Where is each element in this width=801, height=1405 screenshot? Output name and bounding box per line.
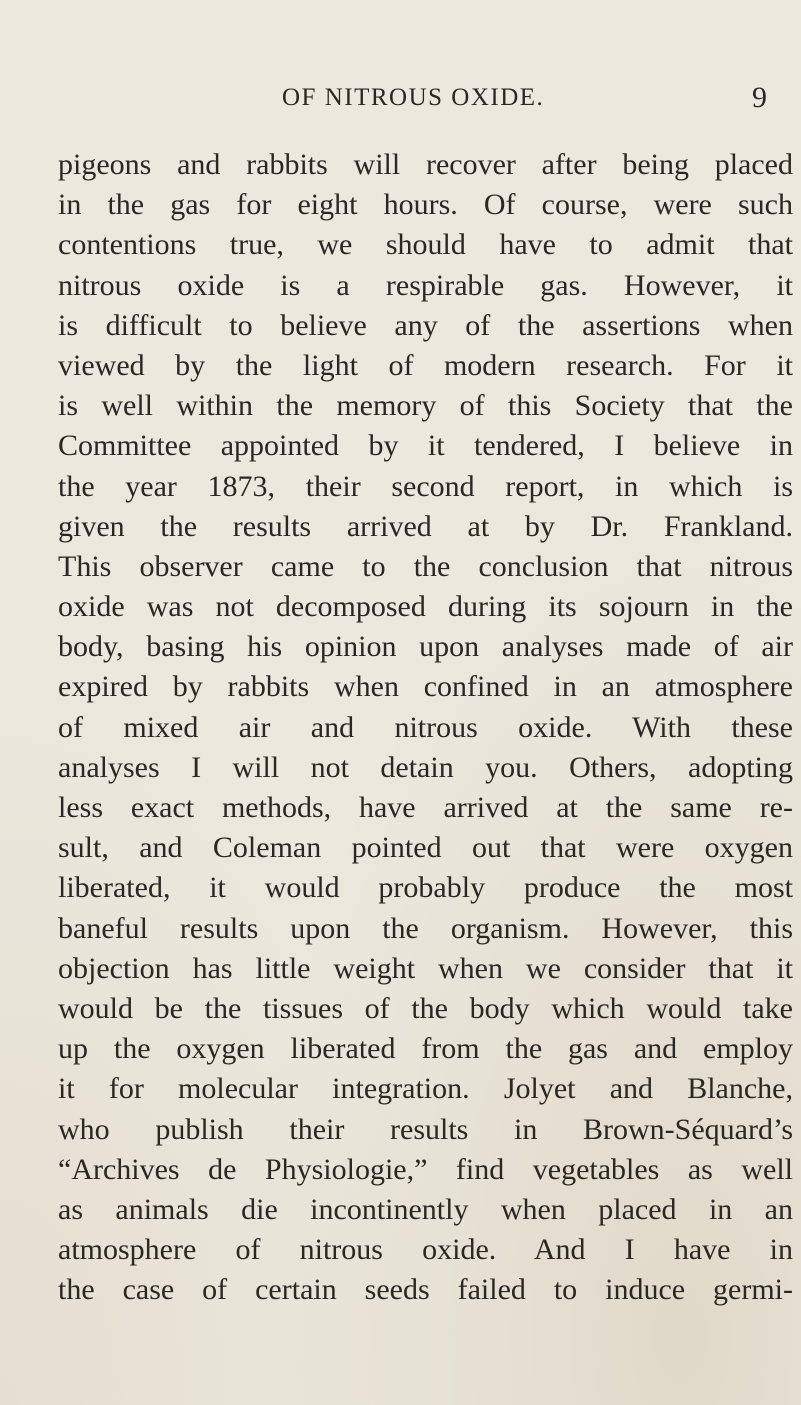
text-line: expired by rabbits when confined in an atmosphere xyxy=(58,670,793,704)
text-line: “Archives de Physiologie,” find vegetables as well xyxy=(58,1152,793,1186)
text-line: is difficult to believe any of the assertions when xyxy=(58,308,793,342)
text-line: would be the tissues of the body which would take xyxy=(58,991,793,1025)
text-line: viewed by the light of modern research. For it xyxy=(58,348,793,382)
text-line: body, basing his opinion upon analyses made of air xyxy=(58,630,793,664)
text-line: objection has little weight when we consider that it xyxy=(58,951,793,985)
text-line: up the oxygen liberated from the gas and employ xyxy=(58,1032,793,1066)
text-line: liberated, it would probably produce the most xyxy=(58,871,793,905)
text-line: as animals die incontinently when placed in an xyxy=(58,1192,793,1226)
text-line: given the results arrived at by Dr. Frankland. xyxy=(58,509,793,543)
text-line: baneful results upon the organism. However, this xyxy=(58,911,793,945)
text-line: it for molecular integration. Jolyet and Blanche, xyxy=(58,1072,793,1106)
text-line: in the gas for eight hours. Of course, were such xyxy=(58,188,793,222)
text-line: Committee appointed by it tendered, I believe in xyxy=(58,429,793,463)
text-line: oxide was not decomposed during its sojourn in the xyxy=(58,590,793,624)
text-line: sult, and Coleman pointed out that were oxygen xyxy=(58,831,793,865)
text-line: atmosphere of nitrous oxide. And I have in xyxy=(58,1233,793,1267)
text-line: nitrous oxide is a respirable gas. However, it xyxy=(58,268,793,302)
text-line: This observer came to the conclusion that nitrous xyxy=(58,549,793,583)
text-line: the case of certain seeds failed to induce germi- xyxy=(58,1273,793,1307)
running-title: OF NITROUS OXIDE. xyxy=(282,84,545,111)
text-line: pigeons and rabbits will recover after being placed xyxy=(58,148,793,181)
text-line: is well within the memory of this Society that the xyxy=(58,389,793,423)
text-line: of mixed air and nitrous oxide. With these xyxy=(58,710,793,744)
page-number: 9 xyxy=(752,81,767,114)
text-line: who publish their results in Brown-Séquard’s xyxy=(58,1112,793,1146)
body-paragraph xyxy=(58,145,793,1310)
text-line: contentions true, we should have to admit that xyxy=(58,228,793,262)
text-line: less exact methods, have arrived at the same re- xyxy=(58,791,793,824)
text-line: analyses I will not detain you. Others, adopting xyxy=(58,750,793,784)
text-line: the year 1873, their second report, in which is xyxy=(58,469,793,503)
running-head xyxy=(0,81,801,120)
